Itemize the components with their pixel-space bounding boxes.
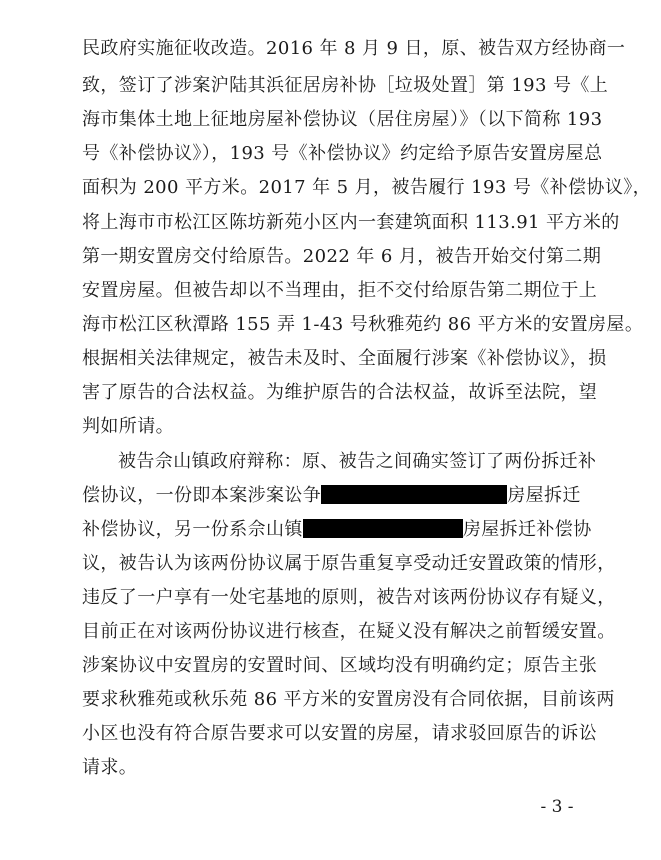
- paragraph-line: 请求。: [82, 757, 138, 778]
- paragraph-line: 安置房屋。但被告却以不当理由，拒不交付给原告第二期位于上: [82, 280, 598, 301]
- paragraph-line: 面积为 200 平方米。2017 年 5 月，被告履行 193 号《补偿协议》，: [82, 177, 652, 198]
- paragraph-line: 议，被告认为该两份协议属于原告重复享受动迁安置政策的情形，: [82, 553, 616, 574]
- paragraph-line: 第一期安置房交付给原告。2022 年 6 月，被告开始交付第二期: [82, 246, 602, 267]
- paragraph-line: 违反了一户享有一处宅基地的原则，被告对该两份协议存有疑义，: [82, 587, 616, 608]
- paragraph-text: 补偿协议，另一份系佘山镇: [82, 519, 303, 540]
- paragraph-line: 海市松江区秋潭路 155 弄 1-43 号秋雅苑约 86 平方米的安置房屋。: [82, 314, 644, 335]
- paragraph-line: 目前正在对该两份协议进行核查，在疑义没有解决之前暂缓安置。: [82, 621, 616, 642]
- paragraph-line: 根据相关法律规定，被告未及时、全面履行涉案《补偿协议》，损: [82, 348, 607, 369]
- redaction-box: [303, 519, 463, 538]
- paragraph-line-with-redaction: [82, 518, 592, 542]
- redaction-box: [321, 485, 507, 504]
- paragraph-line: 要求秋雅苑或秋乐苑 86 平方米的安置房没有合同依据，目前该两: [82, 689, 615, 710]
- paragraph-line: 将上海市市松江区陈坊新苑小区内一套建筑面积 113.91 平方米的: [82, 212, 620, 233]
- paragraph-line-with-redaction: [82, 484, 580, 508]
- paragraph-line: 民政府实施征收改造。2016 年 8 月 9 日，原、被告双方经协商一: [82, 38, 626, 59]
- paragraph-line: 致，签订了涉案沪陆其浜征居房补协［垃圾处置］第 193 号《上: [82, 75, 609, 96]
- paragraph-line: 害了原告的合法权益。为维护原告的合法权益，故诉至法院，望: [82, 382, 598, 403]
- paragraph-text: 房屋拆迁补偿协: [462, 519, 592, 540]
- paragraph-line: 被告佘山镇政府辩称：原、被告之间确实签订了两份拆迁补: [118, 451, 597, 472]
- paragraph-text: 房屋拆迁: [507, 485, 581, 506]
- page-number: - 3 -: [540, 797, 574, 817]
- paragraph-line: 小区也没有符合原告要求可以安置的房屋，请求驳回原告的诉讼: [82, 723, 598, 744]
- paragraph-line: 号《补偿协议》），193 号《补偿协议》约定给予原告安置房屋总: [82, 143, 603, 164]
- paragraph-line: 海市集体土地上征地房屋补偿协议（居住房屋）》（以下简称 193: [82, 109, 603, 130]
- paragraph-line: 判如所请。: [82, 416, 174, 437]
- paragraph-text: 偿协议，一份即本案涉案讼争: [82, 485, 322, 506]
- paragraph-line: 涉案协议中安置房的安置时间、区域均没有明确约定；原告主张: [82, 655, 598, 676]
